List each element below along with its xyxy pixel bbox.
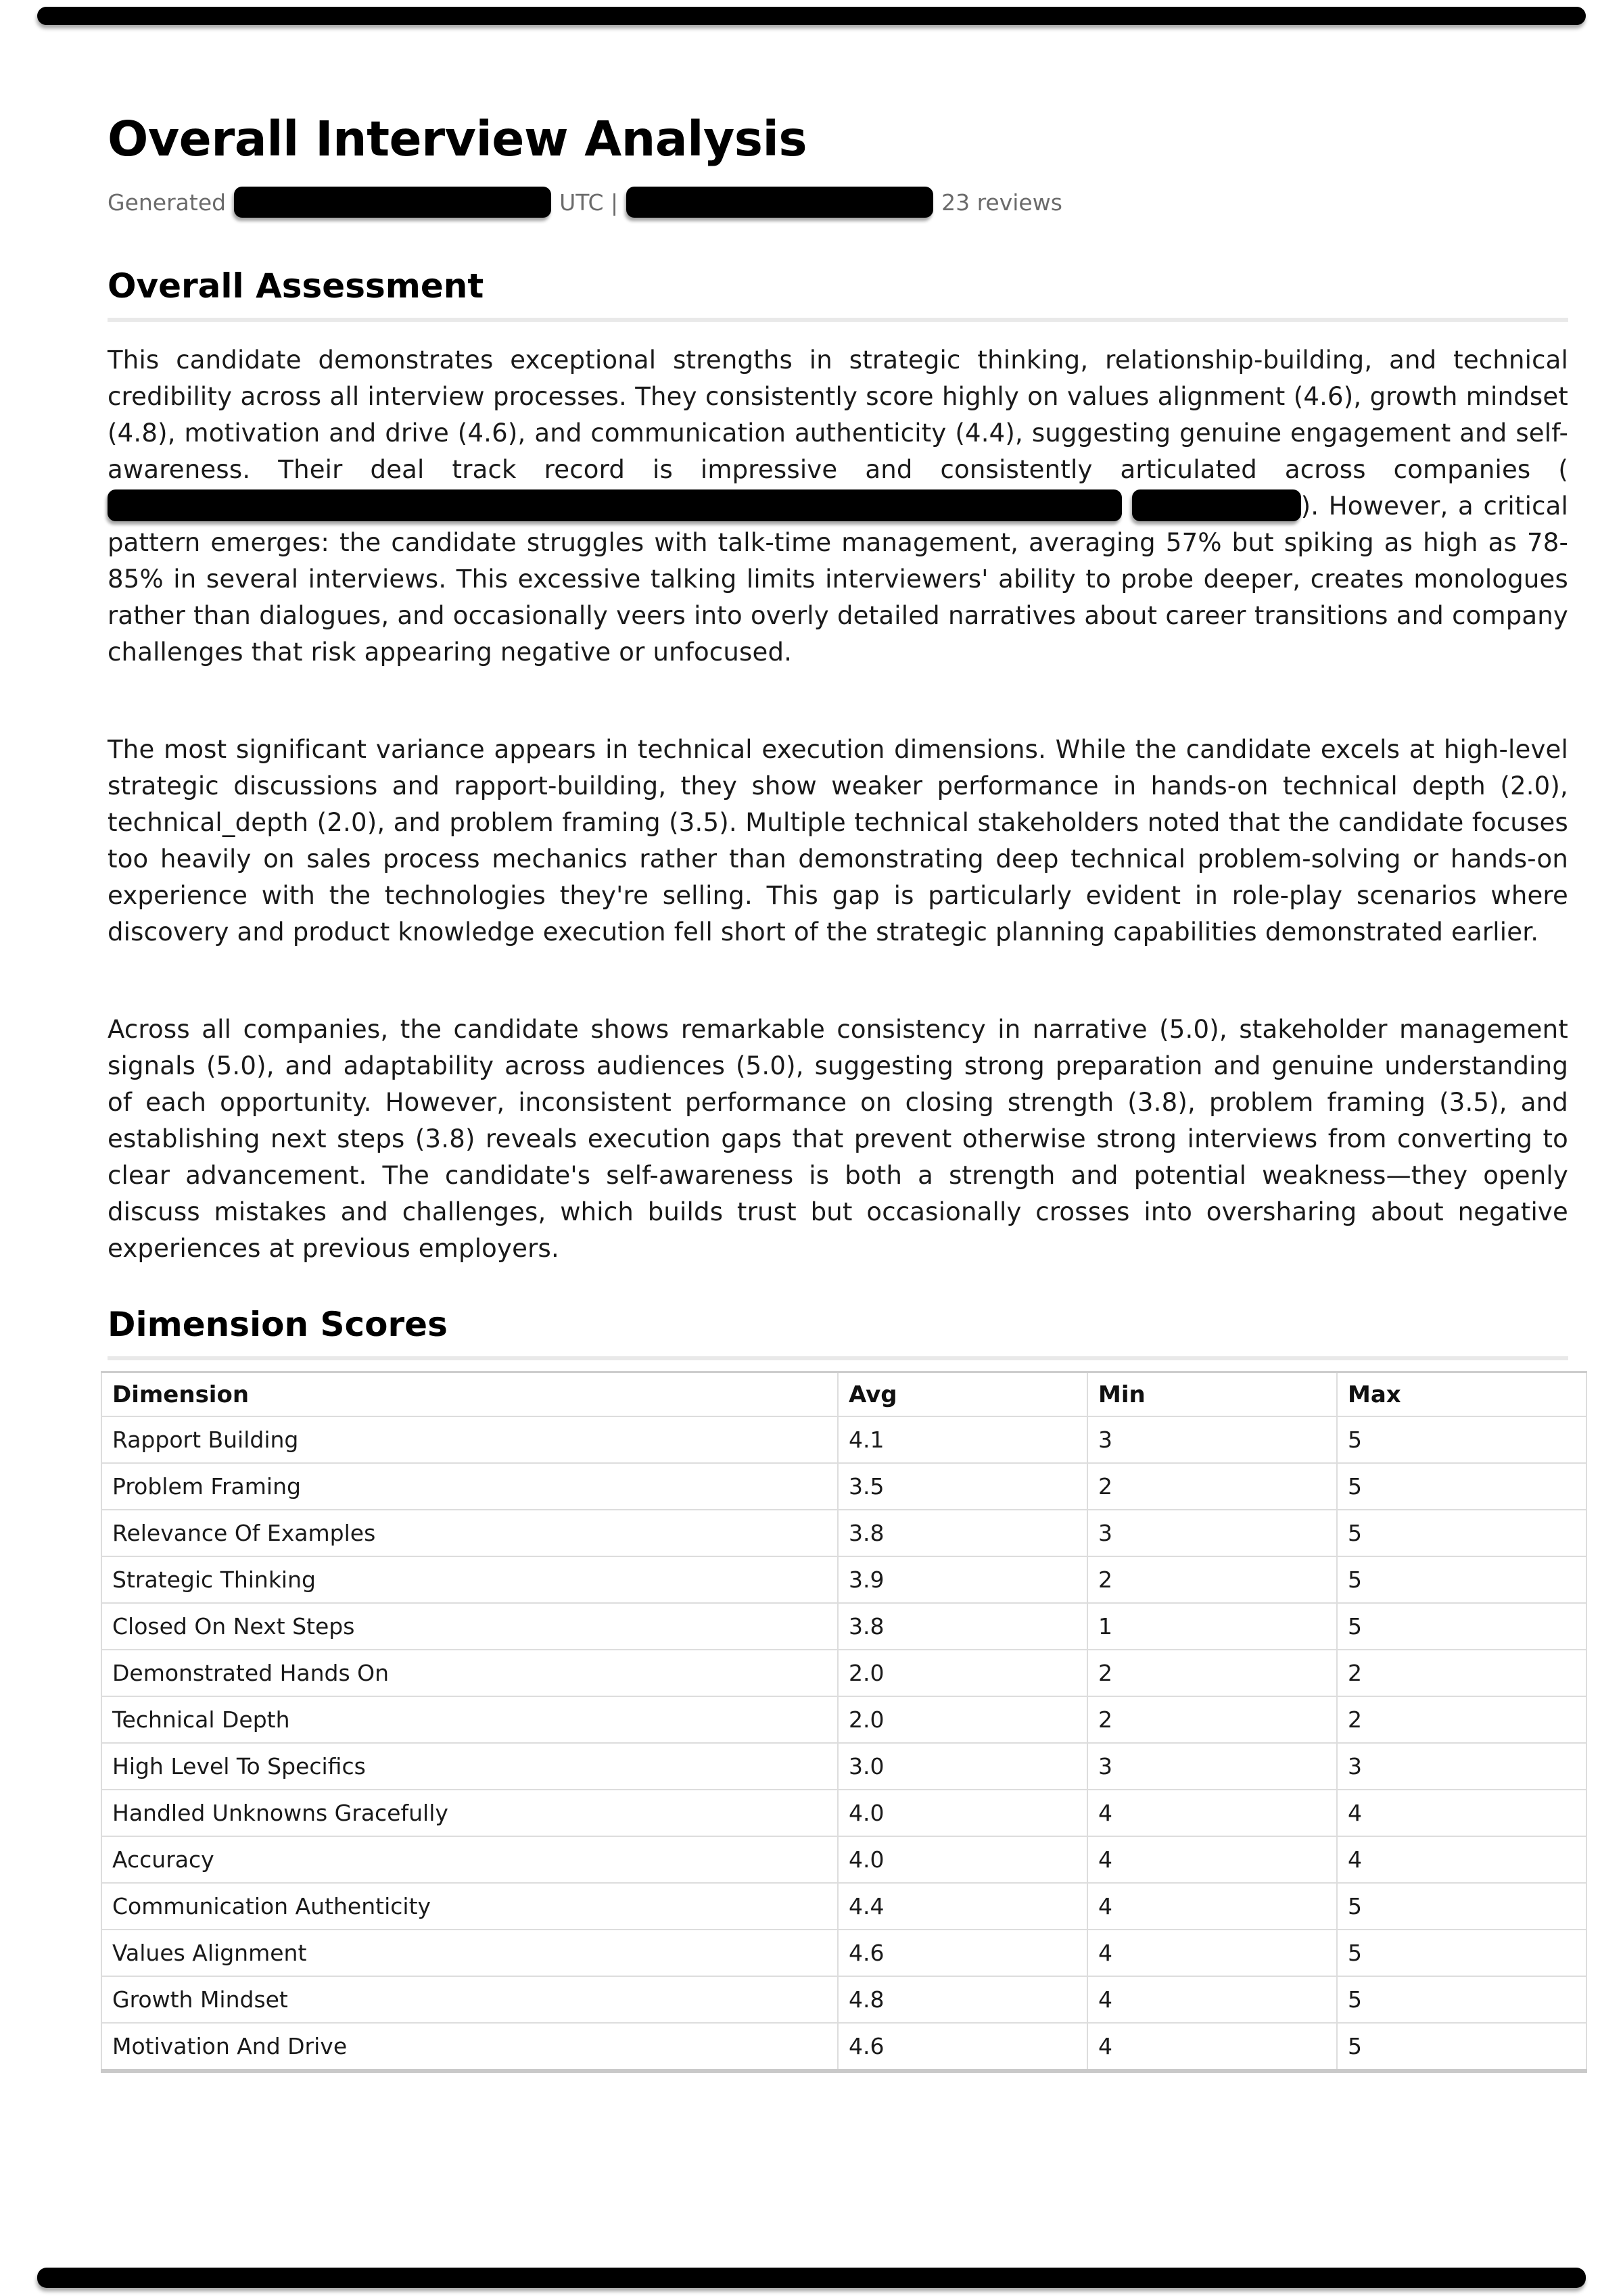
cell-min: 2 — [1087, 1650, 1337, 1696]
cell-max: 3 — [1337, 1743, 1586, 1790]
column-header-max: Max — [1337, 1372, 1586, 1417]
cell-max: 5 — [1337, 1883, 1586, 1930]
redaction-bar — [626, 187, 933, 218]
cell-dimension: Motivation And Drive — [101, 2023, 838, 2071]
cell-min: 2 — [1087, 1556, 1337, 1603]
cell-max: 5 — [1337, 1463, 1586, 1510]
assessment-paragraph-1 — [108, 342, 1568, 671]
cell-min: 4 — [1087, 1930, 1337, 1976]
cell-avg: 4.0 — [838, 1836, 1087, 1883]
cell-avg: 4.6 — [838, 1930, 1087, 1976]
cell-avg: 3.8 — [838, 1603, 1087, 1650]
table-row — [101, 1790, 1586, 1836]
cell-min: 2 — [1087, 1463, 1337, 1510]
table-row — [101, 1743, 1586, 1790]
cell-dimension: Handled Unknowns Gracefully — [101, 1790, 838, 1836]
cell-avg: 4.8 — [838, 1976, 1087, 2023]
paragraph-text: ). However, a critical pattern emerges: the candidate struggles with talk-time management, averaging 57% but spiking as high as 78-85% in several interviews. This excessive talking limits interviewers' ability to probe deeper, creates monologues rather than dialogues, and occasionally veers into overly detailed narratives about career transitions and company challenges that risk appearing negative or unfocused. — [108, 492, 1568, 667]
cell-min: 3 — [1087, 1743, 1337, 1790]
section-heading-dimension-scores: Dimension Scores — [108, 1306, 1568, 1360]
cell-max: 5 — [1337, 1603, 1586, 1650]
cell-avg: 3.9 — [838, 1556, 1087, 1603]
cell-avg: 3.8 — [838, 1510, 1087, 1556]
utc-separator-label: UTC | — [559, 189, 619, 216]
cell-dimension: High Level To Specifics — [101, 1743, 838, 1790]
cell-min: 4 — [1087, 1836, 1337, 1883]
cell-dimension: Demonstrated Hands On — [101, 1650, 838, 1696]
cell-avg: 3.5 — [838, 1463, 1087, 1510]
cell-max: 2 — [1337, 1696, 1586, 1743]
table-row — [101, 1463, 1586, 1510]
table-row — [101, 1930, 1586, 1976]
dimension-scores-table — [101, 1371, 1587, 2073]
cell-max: 5 — [1337, 1556, 1586, 1603]
cell-avg: 4.1 — [838, 1416, 1087, 1463]
cell-dimension: Technical Depth — [101, 1696, 838, 1743]
table-row — [101, 1603, 1586, 1650]
cell-dimension: Rapport Building — [101, 1416, 838, 1463]
cell-max: 5 — [1337, 1416, 1586, 1463]
column-header-avg: Avg — [838, 1372, 1087, 1417]
cell-max: 2 — [1337, 1650, 1586, 1696]
table-header-row — [101, 1372, 1586, 1417]
cell-max: 5 — [1337, 1930, 1586, 1976]
redaction-bar — [234, 187, 551, 218]
cell-max: 4 — [1337, 1836, 1586, 1883]
assessment-paragraph-2: The most significant variance appears in technical execution dimensions. While the candidate excels at high-level strategic discussions and rapport-building, they show weaker performance in hands-on technical depth (2.0), technical_depth (2.0), and problem framing (3.5). Multiple technical stakeholders noted that the candidate focuses too heavily on sales process mechanics rather than demonstrating deep technical problem-solving or hands-on experience with the technologies they're selling. This gap is particularly evident in role-play scenarios where discovery and product knowledge execution fell short of the strategic planning capabilities demonstrated earlier. — [108, 735, 1568, 947]
cell-dimension: Accuracy — [101, 1836, 838, 1883]
section-heading-overall-assessment: Overall Assessment — [108, 268, 1568, 322]
table-row — [101, 1650, 1586, 1696]
cell-max: 4 — [1337, 1790, 1586, 1836]
cell-min: 4 — [1087, 2023, 1337, 2071]
cell-min: 4 — [1087, 1790, 1337, 1836]
table-row — [101, 2023, 1586, 2071]
page-title: Overall Interview Analysis — [108, 111, 807, 167]
cell-dimension: Growth Mindset — [101, 1976, 838, 2023]
generated-label: Generated — [108, 189, 227, 216]
cell-min: 2 — [1087, 1696, 1337, 1743]
cell-max: 5 — [1337, 1976, 1586, 2023]
cell-dimension: Strategic Thinking — [101, 1556, 838, 1603]
cell-dimension: Values Alignment — [101, 1930, 838, 1976]
table-row — [101, 1556, 1586, 1603]
table-row — [101, 1976, 1586, 2023]
cell-avg: 4.6 — [838, 2023, 1087, 2071]
cell-max: 5 — [1337, 1510, 1586, 1556]
cell-dimension: Problem Framing — [101, 1463, 838, 1510]
column-header-min: Min — [1087, 1372, 1337, 1417]
cell-avg: 4.4 — [838, 1883, 1087, 1930]
table-row — [101, 1416, 1586, 1463]
cell-min: 4 — [1087, 1976, 1337, 2023]
cell-avg: 2.0 — [838, 1696, 1087, 1743]
bottom-redaction-bar — [37, 2268, 1586, 2288]
cell-avg: 2.0 — [838, 1650, 1087, 1696]
table-row — [101, 1836, 1586, 1883]
table-row — [101, 1696, 1586, 1743]
cell-max: 5 — [1337, 2023, 1586, 2071]
cell-dimension: Closed On Next Steps — [101, 1603, 838, 1650]
reviews-count: 23 reviews — [941, 189, 1062, 216]
cell-min: 4 — [1087, 1883, 1337, 1930]
redaction-bar — [1132, 489, 1301, 521]
cell-dimension: Communication Authenticity — [101, 1883, 838, 1930]
column-header-dimension: Dimension — [101, 1372, 838, 1417]
report-content — [101, 0, 1572, 2073]
redaction-bar — [108, 489, 1122, 521]
table-row — [101, 1883, 1586, 1930]
cell-avg: 4.0 — [838, 1790, 1087, 1836]
cell-min: 1 — [1087, 1603, 1337, 1650]
generated-meta-line — [108, 187, 1572, 218]
cell-min: 3 — [1087, 1510, 1337, 1556]
cell-dimension: Relevance Of Examples — [101, 1510, 838, 1556]
table-row — [101, 1510, 1586, 1556]
assessment-paragraph-3: Across all companies, the candidate shows remarkable consistency in narrative (5.0), stakeholder management signals (5.0), and adaptability across audiences (5.0), suggesting strong preparation and genuine understanding of each opportunity. However, inconsistent performance on closing strength (3.8), problem framing (3.5), and establishing next steps (3.8) reveals execution gaps that prevent otherwise strong interviews from converting to clear advancement. The candidate's self-awareness is both a strength and potential weakness—they openly discuss mistakes and challenges, which builds trust but occasionally crosses into oversharing about negative experiences at previous employers. — [108, 1015, 1568, 1263]
cell-avg: 3.0 — [838, 1743, 1087, 1790]
cell-min: 3 — [1087, 1416, 1337, 1463]
paragraph-text: This candidate demonstrates exceptional strengths in strategic thinking, relationship-building, and technical credibility across all interview processes. They consistently score highly on values alignment (4.6), growth mindset (4.8), motivation and drive (4.6), and communication authenticity (4.4), suggesting genuine engagement and self-awareness. Their deal track record is impressive and consistently articulated across companies ( — [108, 345, 1568, 484]
